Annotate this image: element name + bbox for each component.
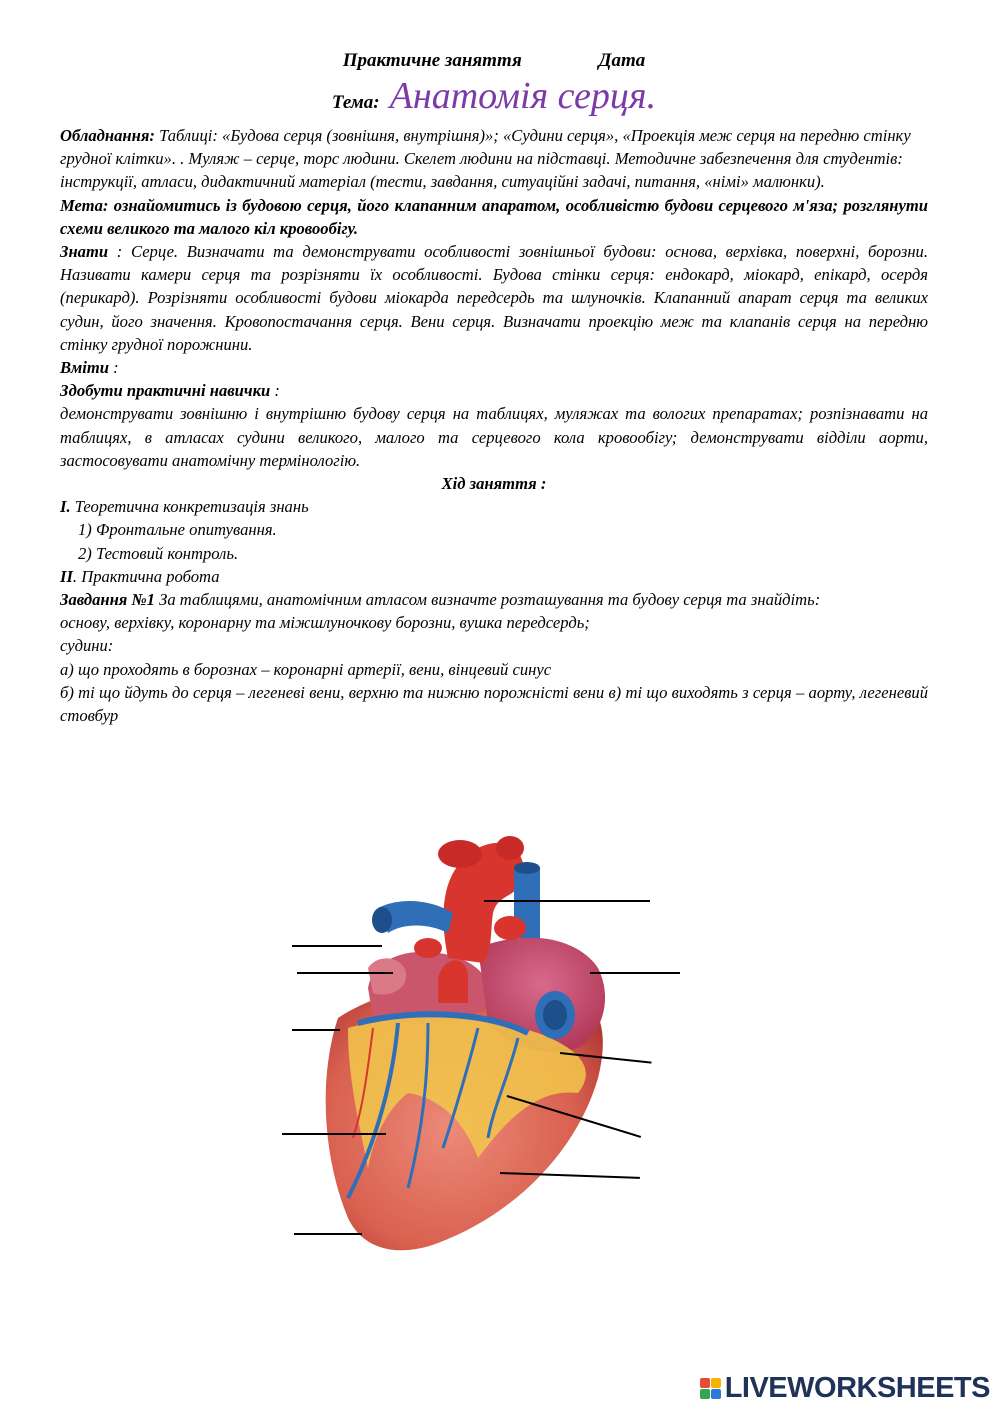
- task1-label: Завдання №1: [60, 590, 155, 610]
- know-text: : Серце. Визначати та демонструвати особливості зовнішньої будови: основа, верхівка, поверхні, борозни. Називати камери серця та розрізняти їх особливості. Будова стінки серця: ендокард, міокард, епікард, осердя (перикард). Розрізняти особливості будови міокарда передсердь та шлуночків. Клапанний апарат серця та великих судин, його значення. Кровопостачання серця. Вени серця. Визначати проекцію меж та клапанів серця на передню стінку грудної порожнини.: [60, 242, 928, 354]
- task1-text: За таблицями, анатомічним атласом визначте розташування та будову серця та знайдіть:: [159, 590, 821, 610]
- task1-line-1: основу, верхівку, коронарну та міжшлуночкову борозни, вушка передсердь;: [60, 613, 590, 633]
- task1-line-3: а) що проходять в борознах – коронарні артерії, вени, вінцевий синус: [60, 659, 552, 679]
- label-line-4: [590, 972, 680, 974]
- logo-text: LIVEWORKSHEETS: [724, 1372, 990, 1404]
- section2-heading: [60, 565, 928, 588]
- topic-row: [60, 76, 928, 124]
- label-line-8: [282, 1133, 386, 1135]
- pulmonary-artery-1: [414, 938, 442, 958]
- skills-suffix: :: [113, 358, 119, 378]
- label-line-5: [292, 1029, 340, 1031]
- topic-label: Тема:: [331, 92, 380, 113]
- pulmonary-artery-2: [494, 916, 526, 940]
- practical-skills-line: [60, 379, 928, 402]
- section2-title: . Практична робота: [72, 566, 220, 586]
- label-line-2: [292, 945, 382, 947]
- task1-line-2: судини:: [60, 636, 114, 656]
- practical-skills-suffix: :: [274, 381, 280, 401]
- skills-label: Вміти: [60, 358, 109, 378]
- section1-numeral: I.: [60, 497, 71, 517]
- liveworksheets-logo: [700, 1372, 990, 1405]
- task1-paragraph: [60, 588, 928, 611]
- logo-icon: [700, 1378, 721, 1399]
- label-line-10: [294, 1233, 362, 1235]
- goal-paragraph: [60, 194, 928, 240]
- know-paragraph: [60, 240, 928, 356]
- aorta-branch-2: [496, 836, 524, 860]
- equipment-label: Обладнання:: [60, 126, 155, 145]
- practical-title: Практичне заняття: [342, 50, 522, 71]
- equipment-paragraph: [60, 124, 928, 194]
- course-title: Хід заняття :: [441, 474, 547, 494]
- skills-line: [60, 356, 928, 379]
- header-row: [60, 48, 928, 74]
- section1-heading: [60, 495, 928, 518]
- goal-label: Мета:: [60, 195, 109, 215]
- practical-skills-label: Здобути практичні навички: [60, 381, 271, 401]
- equipment-text: Таблиці: «Будова серця (зовнішня, внутрішня)»; «Судини серця», «Проекція меж серця на передню стінку грудної клітки». . Муляж – серце, торс людини. Скелет людини на підставці. Методичне забезпечення для студентів: інструкції, атласи, дидактичний матеріал (тести, завдання, ситуаційні задачі, питання, «німі» малюнки).: [60, 126, 911, 192]
- worksheet-page: [60, 48, 928, 727]
- know-label: Знати: [60, 242, 109, 262]
- section1-item-2: 2) Тестовий контроль.: [78, 543, 239, 563]
- date-label: Дата: [598, 50, 646, 71]
- heart-illustration: [278, 818, 688, 1258]
- topic-value: Анатомія серця.: [389, 75, 657, 117]
- section1-item-1: 1) Фронтальне опитування.: [78, 520, 277, 540]
- goal-text: ознайомитись із будовою серця, його клапанним апаратом, особливістю будови серцевого м'яза; розглянути схеми великого та малого кіл кровообігу.: [60, 195, 928, 238]
- section2-numeral: II: [60, 566, 73, 586]
- task1-line-4: б) ті що йдуть до серця – легеневі вени, верхню та нижню порожністі вени в) ті що виходять з серця – аорту, легеневий стовбур: [60, 682, 928, 726]
- practical-skills-text: демонструвати зовнішню і внутрішню будову серця на таблицях, муляжах та вологих препаратах; розпізнавати на таблицях, в атласах судини великого, малого та серцевого кола кровообігу; демонструвати відділи аорти, застосовувати анатомічну термінологію.: [60, 404, 928, 470]
- aorta-branch-1: [438, 840, 482, 868]
- label-line-1: [484, 900, 650, 902]
- label-line-3: [297, 972, 393, 974]
- section1-title: Теоретична конкретизація знань: [74, 497, 309, 517]
